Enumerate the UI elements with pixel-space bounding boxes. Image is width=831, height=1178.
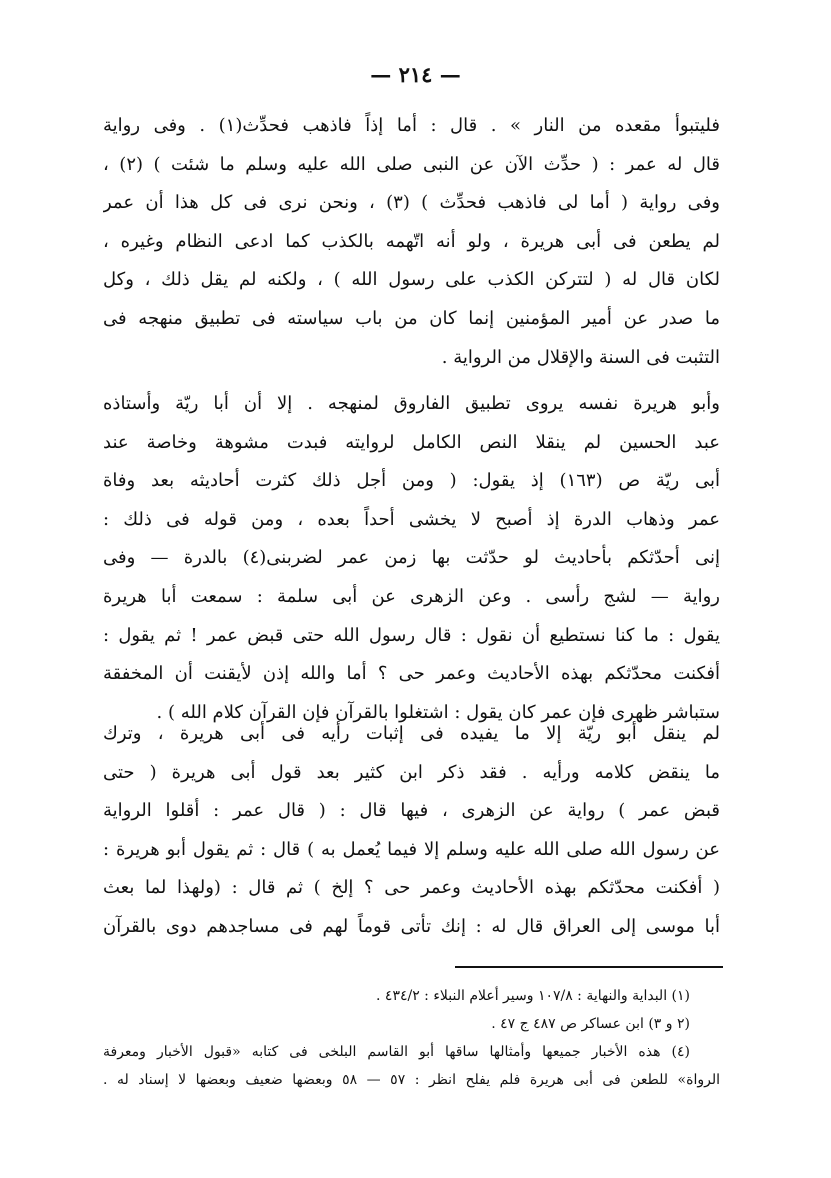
- paragraph-line: قبض عمر ) رواية عن الزهرى ، فيها قال : ( قال عمر : أقلوا الرواية: [103, 800, 720, 822]
- paragraph-line: وفى رواية ( أما لى فاذهب فحدِّث ) (٣) ، ونحن نرى فى كل هذا أن عمر: [103, 192, 720, 214]
- paragraph-line: لم ينقل أبو ريّة إلا ما يفيده فى إثبات رأيه فى أبى هريرة ، وترك: [103, 723, 720, 744]
- paragraph-line: ستباشر ظهرى فإن عمر كان يقول : اشتغلوا بالقرآن فإن القرآن كلام الله ) .: [156, 701, 720, 723]
- paragraph-2: [103, 385, 720, 732]
- paragraph-line: عن رسول الله صلى الله عليه وسلم إلا فيما يُعمل به ) قال : ثم يقول أبو هريرة :: [103, 838, 720, 860]
- paragraph-line: لكان قال له ( لتتركن الكذب على رسول الله ) ، ولكنه لم يقل ذلك ، وكل: [103, 269, 720, 291]
- page-number: — ٢١٤ —: [370, 62, 461, 87]
- paragraph-line: أفكنت محدّثكم بهذه الأحاديث وعمر حى ؟ أما والله إذن لأيقنت أن المخفقة: [103, 663, 720, 685]
- paragraph-line: قال له عمر : ( حدِّث الآن عن النبى صلى الله عليه وسلم ما شئت ) (٢) ،: [103, 153, 720, 175]
- paragraph-line: إنى أحدّثكم بأحاديث لو حدّثت بها زمن عمر لضربنى(٤) بالدرة — وفى: [103, 547, 720, 569]
- footnote-2-3: (٢ و ٣) ابن عساكر ص ٤٨٧ ج ٤٧ .: [491, 1016, 690, 1032]
- footnote-4: (٤) هذه الأخبار جميعها وأمثالها ساقها أبو القاسم البلخى فى كتابه «قبول الأخبار ومعرفة: [103, 1044, 690, 1060]
- paragraph-line: أبى ريّة ص (١٦٣) إذ يقول: ( ومن أجل ذلك كثرت أحاديثه بعد وفاة: [103, 470, 720, 492]
- paragraph-3: [103, 715, 720, 947]
- paragraph-line: وأبو هريرة نفسه يروى تطبيق الفاروق لمنهجه . إلا أن أبا ريّة وأستاذه: [103, 393, 720, 414]
- paragraph-line: أبا موسى إلى العراق قال له : إنك تأتى قوماً لهم فى مساجدهم دوى بالقرآن: [103, 915, 720, 937]
- paragraph-line: عبد الحسين لم ينقلا النص الكامل لروايته فبدت مشوهة وخاصة عند: [103, 431, 720, 453]
- footnote-4-continued: الرواة» للطعن فى أبى هريرة فلم يفلح انظر : ٥٧ — ٥٨ وبعضها ضعيف وبعضها لا إسناد له .: [103, 1072, 720, 1088]
- footnote-1: (١) البداية والنهاية : ١٠٧/٨ وسير أعلام النبلاء : ٤٣٤/٢ .: [376, 988, 690, 1004]
- paragraph-line: عمر وذهاب الدرة إذ أصبح لا يخشى أحداً بعده ، ومن قوله فى ذلك :: [103, 508, 720, 530]
- paragraph-line: ما ينقض كلامه ورأيه . فقد ذكر ابن كثير بعد قول أبى هريرة ( حتى: [103, 761, 720, 783]
- paragraph-1: [103, 107, 720, 377]
- paragraph-line: فليتبوأ مقعده من النار » . قال : أما إذاً فاذهب فحدِّث(١) . وفى رواية: [103, 115, 720, 136]
- paragraph-line: ( أفكنت محدّثكم بهذه الأحاديث وعمر حى ؟ إلخ ) ثم قال : (ولهذا لما بعث: [103, 877, 720, 899]
- paragraph-line: ما صدر عن أمير المؤمنين إنما كان من باب سياسته فى تطبيق منهجه فى: [103, 307, 720, 329]
- footnotes: [103, 982, 720, 1094]
- paragraph-line: يقول : ما كنا نستطيع أن نقول : قال رسول الله حتى قبض عمر ! ثم يقول :: [103, 624, 720, 646]
- paragraph-line: رواية — لشج رأسى . وعن الزهرى عن أبى سلمة : سمعت أبا هريرة: [103, 585, 720, 607]
- footnote-divider: [455, 966, 723, 968]
- paragraph-line: التثبت فى السنة والإقلال من الرواية .: [441, 346, 720, 368]
- paragraph-line: لم يطعن فى أبى هريرة ، ولو أنه اتّهمه بالكذب كما ادعى النظام وغيره ،: [103, 230, 720, 252]
